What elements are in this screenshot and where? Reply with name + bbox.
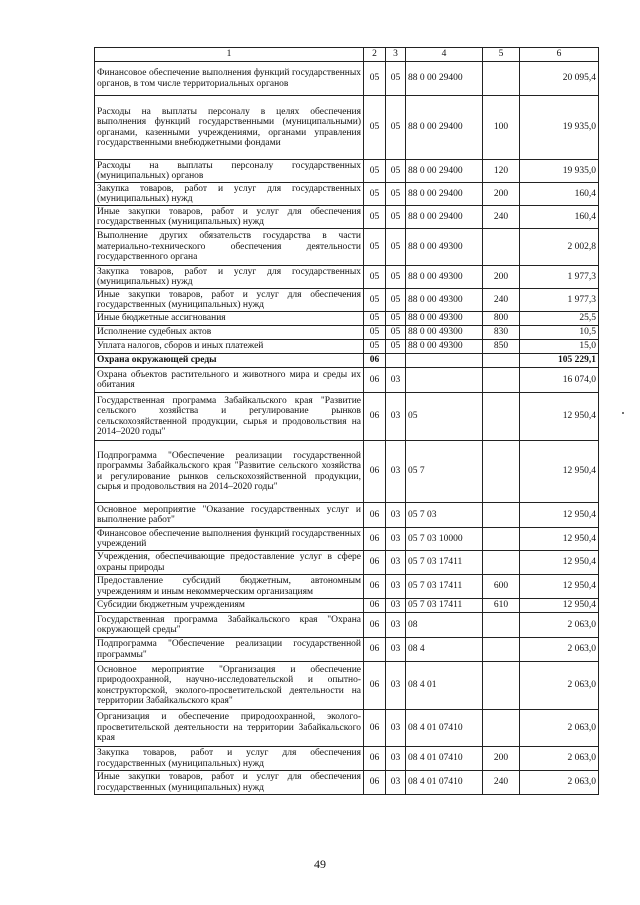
cell-target-article [406,354,483,368]
cell-expense-type [483,368,520,393]
cell-expense-type: 610 [483,599,520,613]
cell-target-article: 05 7 03 17411 [406,599,483,613]
cell-name: Подпрограмма "Обеспечение реализации государственной программы" [95,638,364,662]
cell-target-article: 08 4 01 07410 [406,747,483,771]
cell-section: 06 [364,662,386,710]
cell-amount: 19 935,0 [520,160,599,183]
cell-name: Уплата налогов, сборов и иных платежей [95,340,364,354]
cell-subsection: 05 [386,229,406,266]
cell-amount: 12 950,4 [520,528,599,551]
table-row [95,551,599,575]
cell-subsection: 03 [386,638,406,662]
cell-name: Предоставление субсидий бюджетным, автономным учреждениям и иным некоммерческим организациям [95,575,364,599]
cell-name: Учреждения, обеспечивающие предоставление услуг в сфере охраны природы [95,551,364,575]
page-number: 49 [314,857,326,871]
table-row [95,354,599,368]
cell-section: 06 [364,747,386,771]
cell-expense-type [483,528,520,551]
cell-subsection [386,354,406,368]
table-row [95,575,599,599]
cell-section: 05 [364,160,386,183]
cell-subsection: 03 [386,771,406,795]
cell-name: Исполнение судебных актов [95,326,364,340]
cell-target-article: 05 7 03 [406,503,483,528]
cell-section: 05 [364,206,386,229]
cell-section: 05 [364,340,386,354]
table-row [95,393,599,441]
table-row [95,368,599,393]
cell-name: Основное мероприятие "Оказание государственных услуг и выполнение работ" [95,503,364,528]
cell-section: 06 [364,710,386,747]
cell-target-article: 05 7 03 17411 [406,575,483,599]
cell-subsection: 05 [386,326,406,340]
table-row [95,326,599,340]
table-row [95,771,599,795]
cell-subsection: 05 [386,160,406,183]
cell-amount: 105 229,1 [520,354,599,368]
cell-section: 06 [364,613,386,638]
table-row [95,747,599,771]
cell-target-article: 08 4 01 [406,662,483,710]
cell-subsection: 05 [386,289,406,312]
cell-name: Закупка товаров, работ и услуг для обеспечения государственных (муниципальных) нужд [95,747,364,771]
cell-expense-type: 120 [483,160,520,183]
table-row [95,62,599,96]
cell-subsection: 05 [386,266,406,289]
cell-amount: 160,4 [520,183,599,206]
cell-subsection: 05 [386,340,406,354]
header-cell-subsection: 3 [386,48,406,62]
table-row [95,266,599,289]
cell-amount: 160,4 [520,206,599,229]
cell-section: 05 [364,266,386,289]
cell-target-article: 08 [406,613,483,638]
cell-amount: 2 063,0 [520,613,599,638]
cell-name: Финансовое обеспечение выполнения функций государственных учреждений [95,528,364,551]
cell-expense-type: 850 [483,340,520,354]
cell-name: Закупка товаров, работ и услуг для государственных (муниципальных) нужд [95,183,364,206]
table-row [95,599,599,613]
cell-amount: 12 950,4 [520,575,599,599]
cell-name: Расходы на выплаты персоналу государственных (муниципальных) органов [95,160,364,183]
cell-name: Иные закупки товаров, работ и услуг для обеспечения государственных (муниципальных) нужд [95,206,364,229]
cell-name: Субсидии бюджетным учреждениям [95,599,364,613]
cell-target-article: 88 0 00 49300 [406,266,483,289]
cell-target-article: 88 0 00 49300 [406,340,483,354]
cell-amount: 12 950,4 [520,503,599,528]
cell-subsection: 05 [386,96,406,160]
cell-section: 06 [364,575,386,599]
cell-subsection: 05 [386,312,406,326]
table-row [95,710,599,747]
cell-target-article: 88 0 00 29400 [406,62,483,96]
cell-subsection: 05 [386,62,406,96]
cell-expense-type [483,638,520,662]
cell-name: Организация и обеспечение природоохранной, эколого-просветительской деятельности на территории Забайкальского края [95,710,364,747]
cell-section: 06 [364,599,386,613]
cell-amount: 20 095,4 [520,62,599,96]
cell-target-article [406,368,483,393]
cell-amount: 1 977,3 [520,266,599,289]
cell-amount: 19 935,0 [520,96,599,160]
cell-name: Охрана объектов растительного и животного мира и среды их обитания [95,368,364,393]
cell-section: 05 [364,62,386,96]
cell-section: 06 [364,393,386,441]
cell-amount: 2 063,0 [520,662,599,710]
scan-speck [622,412,624,414]
header-cell-expense-type: 5 [483,48,520,62]
cell-subsection: 03 [386,441,406,503]
cell-expense-type: 830 [483,326,520,340]
cell-target-article: 05 7 03 17411 [406,551,483,575]
cell-expense-type [483,662,520,710]
cell-target-article: 05 [406,393,483,441]
cell-amount: 16 074,0 [520,368,599,393]
budget-table-sheet [94,47,598,795]
cell-expense-type: 200 [483,183,520,206]
table-row [95,662,599,710]
cell-section: 06 [364,638,386,662]
cell-amount: 12 950,4 [520,599,599,613]
header-cell-target-article: 4 [406,48,483,62]
cell-target-article: 08 4 01 07410 [406,771,483,795]
table-row [95,160,599,183]
table-row [95,340,599,354]
cell-amount: 15,0 [520,340,599,354]
cell-subsection: 03 [386,747,406,771]
cell-section: 06 [364,528,386,551]
cell-section: 06 [364,368,386,393]
cell-name: Выполнение других обязательств государства в части материально-технического обеспечения деятельности государственного органа [95,229,364,266]
cell-expense-type [483,229,520,266]
cell-expense-type [483,354,520,368]
cell-amount: 2 063,0 [520,771,599,795]
cell-expense-type [483,710,520,747]
cell-section: 05 [364,183,386,206]
cell-target-article: 88 0 00 49300 [406,229,483,266]
cell-name: Расходы на выплаты персоналу в целях обеспечения выполнения функций государственными (муниципальными) органами, казенными учреждениями, органами управления государственными внебюджетными фондами [95,96,364,160]
cell-section: 05 [364,326,386,340]
cell-section: 05 [364,96,386,160]
cell-section: 06 [364,354,386,368]
cell-name: Закупка товаров, работ и услуг для государственных (муниципальных) нужд [95,266,364,289]
cell-subsection: 05 [386,183,406,206]
header-cell-name: 1 [95,48,364,62]
cell-subsection: 03 [386,710,406,747]
cell-target-article: 08 4 01 07410 [406,710,483,747]
table-row [95,638,599,662]
cell-amount: 2 002,8 [520,229,599,266]
table-row [95,528,599,551]
table-row [95,229,599,266]
cell-expense-type: 240 [483,289,520,312]
cell-name: Подпрограмма "Обеспечение реализации государственной программы Забайкальского края "Развитие сельского хозяйства и регулирование рынков сельскохозяйственной продукции, сырья и продовольствия на 2014–2020 годы" [95,441,364,503]
cell-amount: 12 950,4 [520,551,599,575]
cell-section: 05 [364,312,386,326]
cell-expense-type [483,62,520,96]
cell-name: Основное мероприятие "Организация и обеспечение природоохранной, научно-исследовательской и опытно-конструкторской, эколого-просветительской деятельности на территории Забайкальского края" [95,662,364,710]
cell-expense-type: 240 [483,206,520,229]
cell-amount: 10,5 [520,326,599,340]
cell-name: Иные закупки товаров, работ и услуг для обеспечения государственных (муниципальных) нужд [95,771,364,795]
header-cell-amount: 6 [520,48,599,62]
header-cell-section: 2 [364,48,386,62]
cell-subsection: 03 [386,662,406,710]
cell-expense-type [483,551,520,575]
budget-table [94,47,599,795]
cell-target-article: 05 7 03 10000 [406,528,483,551]
cell-expense-type [483,613,520,638]
cell-section: 05 [364,289,386,312]
cell-target-article: 88 0 00 49300 [406,289,483,312]
cell-subsection: 03 [386,575,406,599]
cell-expense-type: 200 [483,266,520,289]
cell-section: 06 [364,503,386,528]
table-row [95,503,599,528]
cell-amount: 25,5 [520,312,599,326]
cell-expense-type: 200 [483,747,520,771]
cell-subsection: 03 [386,503,406,528]
cell-amount: 1 977,3 [520,289,599,312]
cell-amount: 2 063,0 [520,747,599,771]
cell-name: Охрана окружающей среды [95,354,364,368]
cell-expense-type [483,441,520,503]
table-header-row [95,48,599,62]
cell-section: 06 [364,441,386,503]
cell-subsection: 03 [386,599,406,613]
table-row [95,613,599,638]
cell-amount: 12 950,4 [520,393,599,441]
table-row [95,96,599,160]
cell-section: 06 [364,771,386,795]
cell-target-article: 05 7 [406,441,483,503]
cell-amount: 12 950,4 [520,441,599,503]
cell-name: Государственная программа Забайкальского края "Охрана окружающей среды" [95,613,364,638]
cell-target-article: 88 0 00 29400 [406,160,483,183]
cell-amount: 2 063,0 [520,638,599,662]
cell-expense-type: 100 [483,96,520,160]
cell-subsection: 03 [386,528,406,551]
cell-expense-type [483,393,520,441]
cell-name: Иные закупки товаров, работ и услуг для обеспечения государственных (муниципальных) нужд [95,289,364,312]
cell-target-article: 88 0 00 49300 [406,326,483,340]
cell-expense-type: 240 [483,771,520,795]
table-row [95,441,599,503]
cell-target-article: 88 0 00 29400 [406,96,483,160]
cell-subsection: 03 [386,393,406,441]
cell-amount: 2 063,0 [520,710,599,747]
cell-expense-type: 600 [483,575,520,599]
cell-subsection: 03 [386,551,406,575]
table-row [95,183,599,206]
cell-target-article: 88 0 00 29400 [406,183,483,206]
cell-name: Государственная программа Забайкальского края "Развитие сельского хозяйства и регулирование рынков сельскохозяйственной продукции, сырья и продовольствия на 2014–2020 годы" [95,393,364,441]
cell-section: 05 [364,229,386,266]
table-row [95,206,599,229]
cell-name: Иные бюджетные ассигнования [95,312,364,326]
cell-subsection: 03 [386,613,406,638]
cell-subsection: 03 [386,368,406,393]
table-row [95,289,599,312]
cell-expense-type: 800 [483,312,520,326]
cell-section: 06 [364,551,386,575]
cell-expense-type [483,503,520,528]
cell-subsection: 05 [386,206,406,229]
table-row [95,312,599,326]
cell-target-article: 08 4 [406,638,483,662]
cell-target-article: 88 0 00 29400 [406,206,483,229]
cell-target-article: 88 0 00 49300 [406,312,483,326]
cell-name: Финансовое обеспечение выполнения функций государственных органов, в том числе территориальных органов [95,62,364,96]
